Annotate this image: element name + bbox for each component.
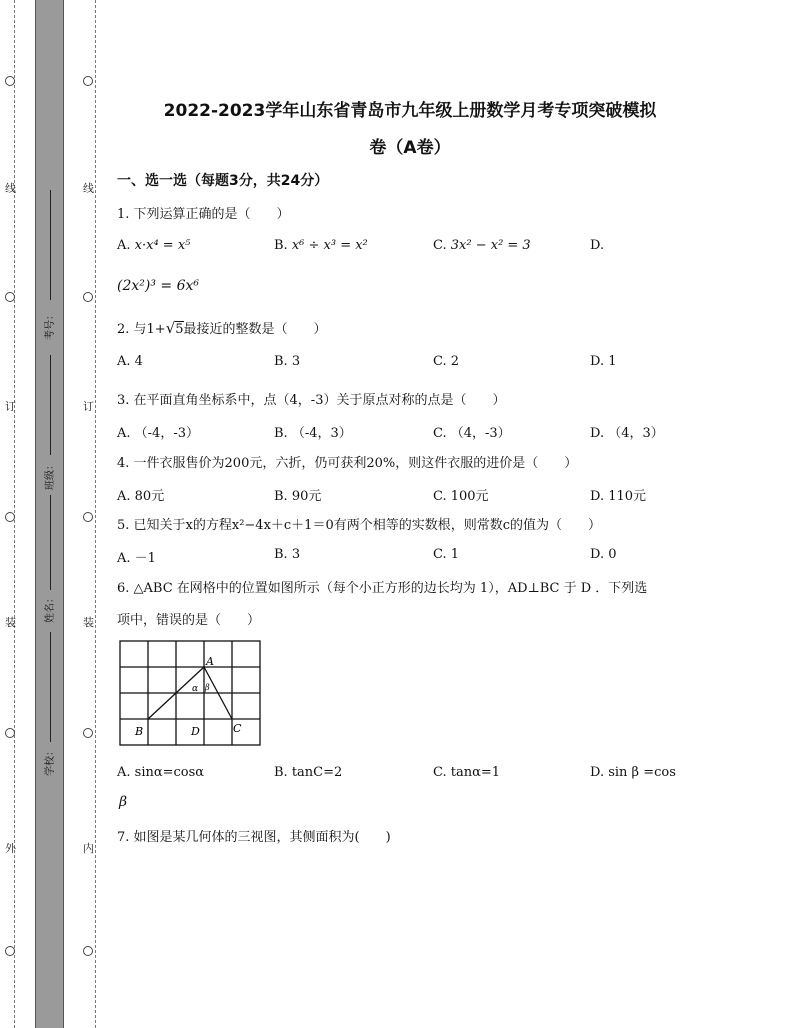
class-label: 班级： [45,460,56,490]
question-6-stem-line1: 6. △ABC 在网格中的位置如图所示（每个小正方形的边长均为 1），AD⊥BC 于 D ．下列选 [117,581,648,596]
question-6-option-a[interactable]: A. sinα=cosα [117,765,205,780]
binding-line-inner [95,0,97,1028]
page-title-line2: 卷（A卷） [369,138,451,158]
question-6-option-d[interactable]: D. sin β =cos [590,765,676,780]
angle-beta-label: β [205,683,210,692]
point-c-label: C [233,722,242,735]
section-heading: 一、选一选（每题3分，共24分） [117,173,329,189]
binding-hole [5,946,15,956]
question-6-option-b[interactable]: B. tanC=2 [274,765,343,780]
binding-hole [83,76,93,86]
question-4-option-d[interactable]: D. 110元 [590,489,647,504]
page-title: 2022-2023学年山东省青岛市九年级上册数学月考专项突破模拟 [163,101,657,121]
question-4-option-c[interactable]: C. 100元 [433,489,489,504]
binding-hole [83,512,93,522]
question-5-stem: 5. 已知关于x的方程x²−4x＋c＋1＝0有两个相等的实数根，则常数c的值为（ ） [117,518,602,533]
question-3-option-a[interactable]: A. （-4，-3） [117,426,199,441]
option-text: (2x²)³ = 6x⁶ [117,278,199,294]
binding-hole [5,292,15,302]
question-5-option-d[interactable]: D. 0 [590,547,617,562]
exam-id-line [50,190,51,300]
question-6-option-c[interactable]: C. tanα=1 [433,765,501,780]
school-label: 学校： [45,746,56,776]
binding-hole [83,728,93,738]
question-6-option-d-cont: β [119,794,128,810]
triangle-grid-figure [119,640,261,747]
point-b-label: B [135,725,144,738]
gutter-char-outer: 装 [5,616,16,629]
question-1-option-d-label[interactable]: D. [590,238,605,253]
question-5-option-c[interactable]: C. 1 [433,547,460,562]
gutter-char-outer: 外 [5,842,16,855]
option-label: A. [117,238,131,253]
question-1-stem: 1. 下列运算正确的是（ ） [117,207,290,222]
gutter-char-inner: 线 [83,182,94,195]
gutter-char-inner: 装 [83,616,94,629]
sqrt-icon: √ [165,319,176,337]
question-3-stem: 3. 在平面直角坐标系中，点（4，-3）关于原点对称的点是（ ） [117,393,506,408]
stem-text: 最接近的整数是（ ） [183,322,327,337]
binding-hole [5,76,15,86]
name-line [50,495,51,590]
question-6-stem-line2: 项中，错误的是（ ） [117,613,261,628]
school-line [50,632,51,742]
point-a-label: A [206,655,214,668]
question-3-option-d[interactable]: D. （4，3） [590,426,664,441]
stem-text: 2. 与1+ [117,322,166,337]
question-1-option-c[interactable] [433,238,531,253]
class-line [50,355,51,455]
option-text: x⁶ ÷ x³ = x² [291,238,368,253]
question-5-option-b[interactable]: B. 3 [274,547,301,562]
question-1-option-d[interactable] [117,278,199,294]
question-4-stem: 4. 一件衣服售价为200元，六折，仍可获利20%，则这件衣服的进价是（ ） [117,456,578,471]
sqrt-radicand: 5 [175,322,184,337]
question-2-option-d[interactable]: D. 1 [590,354,617,369]
point-d-label: D [191,725,200,738]
binding-hole [5,512,15,522]
binding-hole [5,728,15,738]
question-1-option-b[interactable] [274,238,368,253]
gutter-char-inner: 订 [83,400,94,413]
question-2-option-c[interactable]: C. 2 [433,354,460,369]
question-5-option-a[interactable]: A. －1 [117,551,156,566]
question-2-stem [117,318,327,337]
question-3-option-c[interactable]: C. （4，-3） [433,426,511,441]
option-text: 3x² − x² = 3 [450,238,531,253]
question-2-option-b[interactable]: B. 3 [274,354,301,369]
gutter-char-outer: 订 [5,400,16,413]
question-4-option-b[interactable]: B. 90元 [274,489,322,504]
question-2-option-a[interactable]: A. 4 [117,354,143,369]
exam-id-label: 考号： [45,310,56,340]
angle-alpha-label: α [192,684,199,694]
option-label: B. [274,238,288,253]
option-label: C. [433,238,447,253]
binding-hole [83,292,93,302]
question-3-option-b[interactable]: B. （-4，3） [274,426,352,441]
question-1-option-a[interactable] [117,238,190,253]
gutter-char-inner: 内 [83,842,94,855]
question-4-option-a[interactable]: A. 80元 [117,489,165,504]
gutter-char-outer: 线 [5,182,16,195]
name-label: 姓名： [45,593,56,623]
question-7-stem: 7. 如图是某几何体的三视图，其侧面积为( ) [117,830,391,845]
option-text: x·x⁴ = x⁵ [134,238,191,253]
binding-hole [83,946,93,956]
